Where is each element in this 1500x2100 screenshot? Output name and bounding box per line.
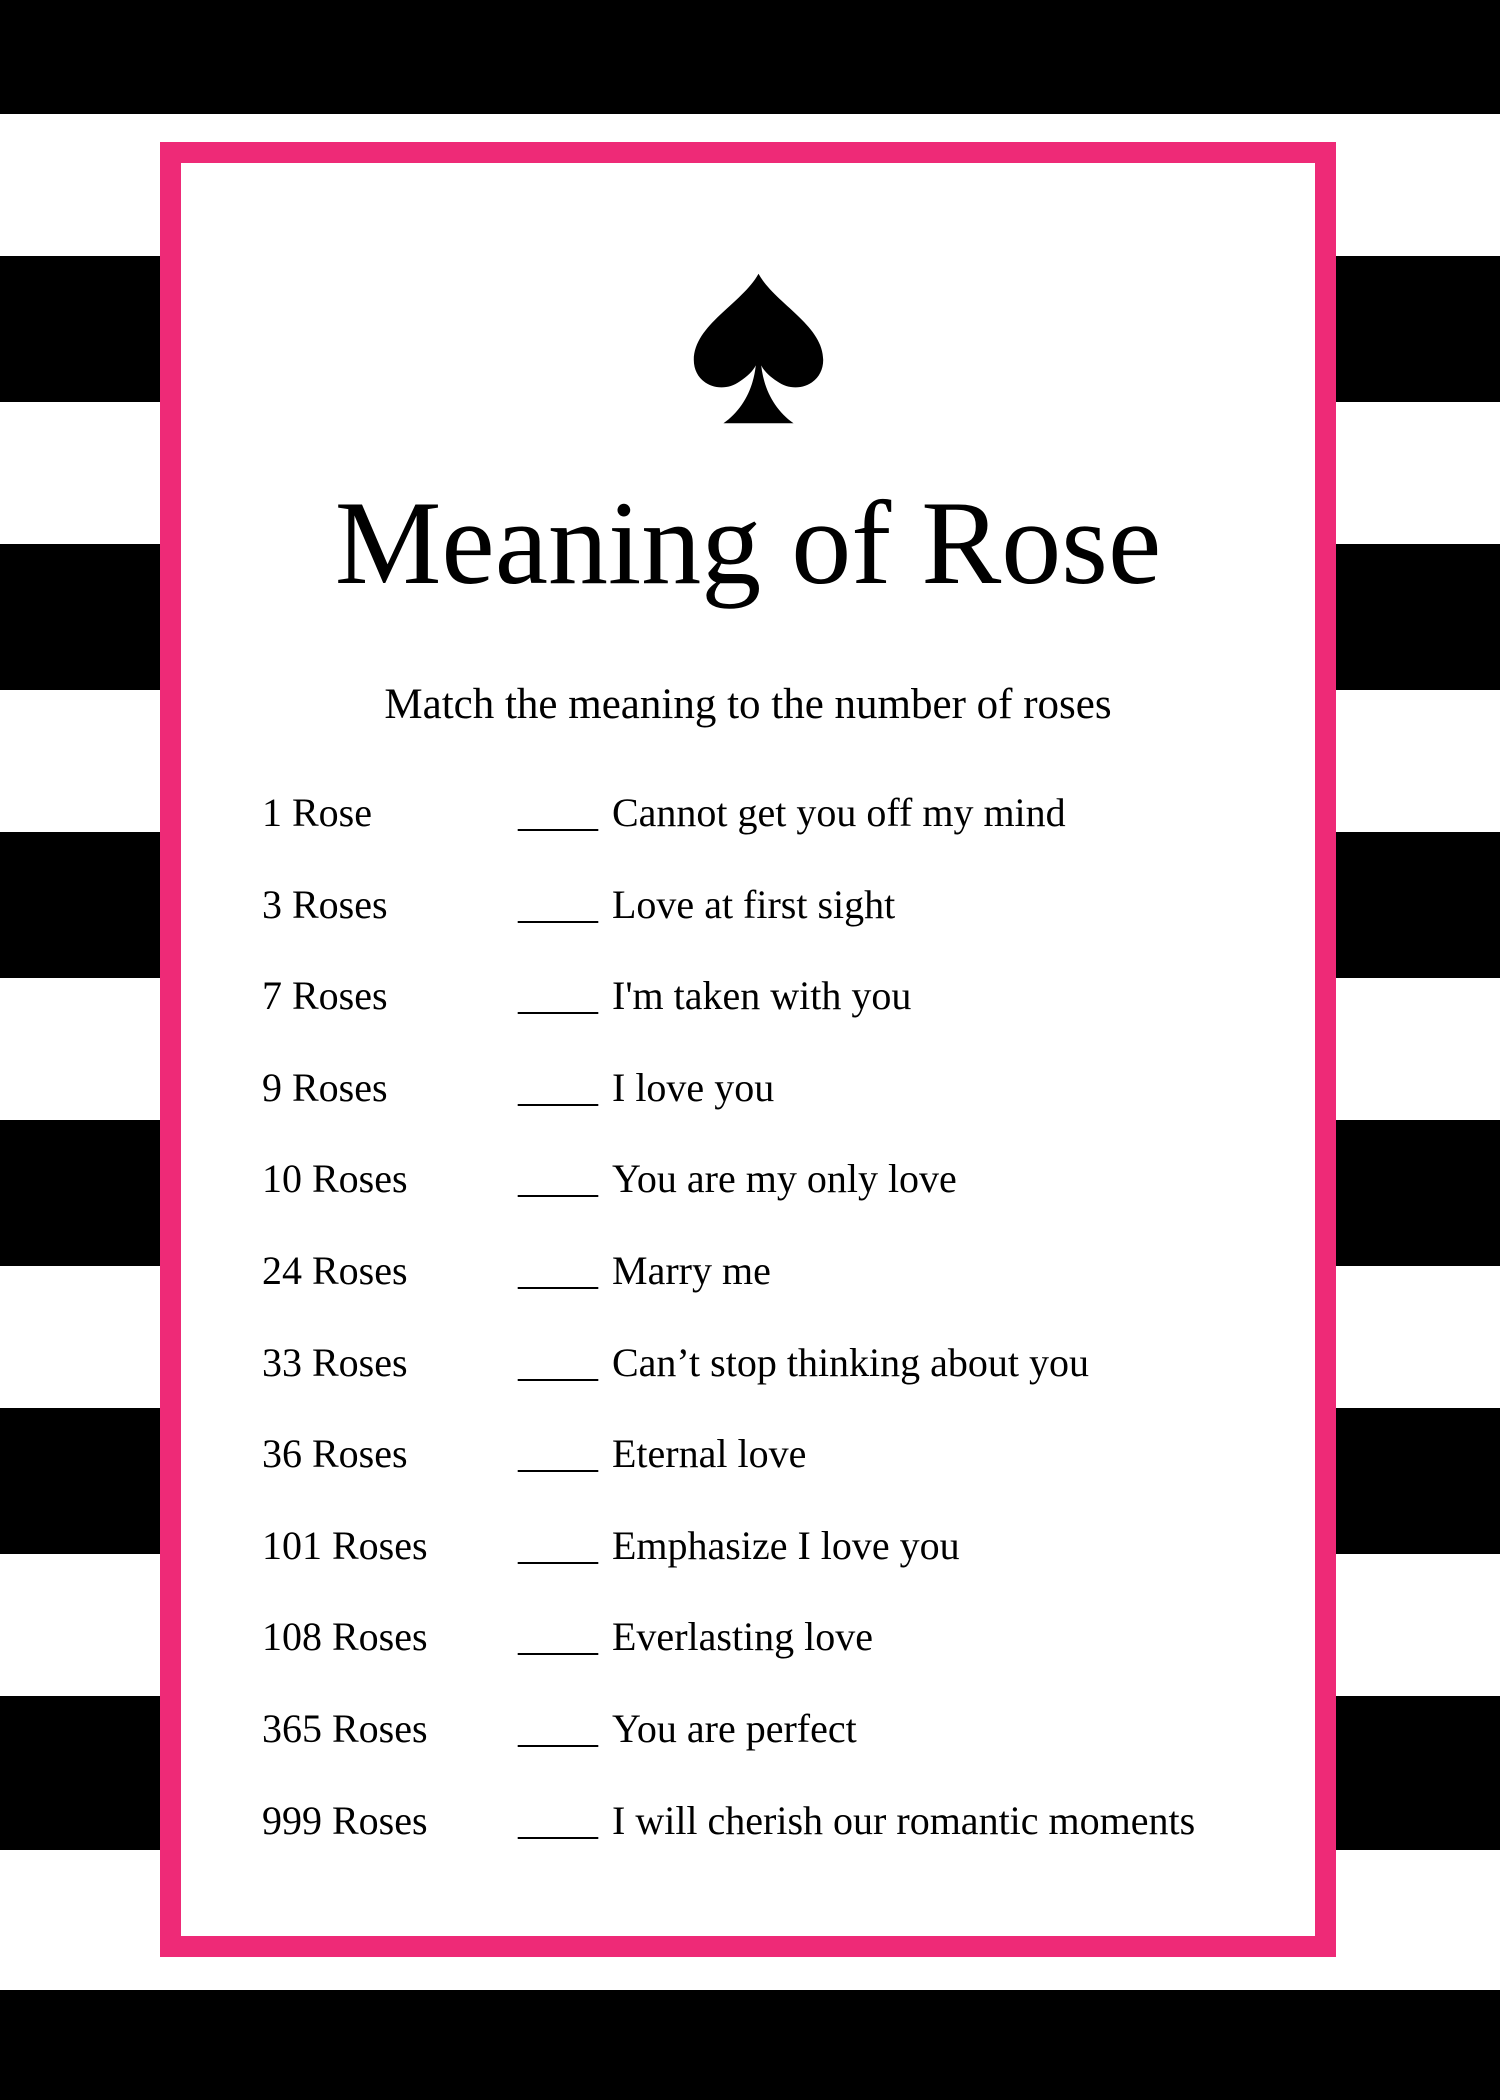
rose-count: 108 Roses bbox=[262, 1614, 428, 1660]
rose-meaning: Eternal love bbox=[612, 1431, 807, 1477]
answer-blank[interactable]: ____ bbox=[518, 1797, 598, 1843]
rose-meaning: You are perfect bbox=[612, 1706, 857, 1751]
match-row bbox=[181, 1516, 1315, 1576]
rose-count: 101 Roses bbox=[262, 1522, 428, 1568]
background-stripe bbox=[0, 1990, 1500, 2100]
answer-blank[interactable]: ____ bbox=[518, 1064, 598, 1110]
match-row bbox=[181, 1058, 1315, 1118]
background-stripe bbox=[0, 0, 1500, 114]
rose-count: 7 Roses bbox=[262, 973, 388, 1019]
rose-count: 24 Roses bbox=[262, 1248, 408, 1293]
match-row bbox=[181, 1791, 1315, 1851]
rose-meaning: Marry me bbox=[612, 1248, 771, 1293]
answer-blank[interactable]: ____ bbox=[518, 1156, 598, 1202]
rose-meaning: Everlasting love bbox=[612, 1614, 874, 1660]
rose-count: 9 Roses bbox=[262, 1064, 388, 1110]
rose-meaning: I will cherish our romantic moments bbox=[612, 1797, 1196, 1843]
match-row bbox=[181, 875, 1315, 935]
rose-meaning: Love at first sight bbox=[612, 881, 896, 927]
rose-meaning: Can’t stop thinking about you bbox=[612, 1339, 1090, 1385]
game-card bbox=[160, 142, 1336, 1957]
rose-meaning: Cannot get you off my mind bbox=[612, 790, 1066, 835]
page-title: Meaning of Rose bbox=[334, 476, 1162, 609]
rose-meaning: You are my only love bbox=[612, 1156, 957, 1202]
answer-blank[interactable]: ____ bbox=[518, 881, 598, 927]
match-row bbox=[181, 1607, 1315, 1667]
rose-count: 10 Roses bbox=[262, 1156, 408, 1202]
answer-blank[interactable]: ____ bbox=[518, 1339, 598, 1385]
match-row bbox=[181, 966, 1315, 1026]
spade-icon bbox=[691, 271, 826, 426]
rose-meaning: I'm taken with you bbox=[612, 973, 912, 1019]
rose-meaning: I love you bbox=[612, 1064, 775, 1110]
match-row bbox=[181, 1333, 1315, 1393]
match-row bbox=[181, 1424, 1315, 1484]
answer-blank[interactable]: ____ bbox=[518, 1431, 598, 1477]
rose-count: 1 Rose bbox=[262, 790, 372, 835]
rose-count: 365 Roses bbox=[262, 1706, 428, 1751]
match-row bbox=[181, 783, 1315, 843]
rose-count: 36 Roses bbox=[262, 1431, 408, 1477]
answer-blank[interactable]: ____ bbox=[518, 1706, 598, 1751]
rose-count: 3 Roses bbox=[262, 881, 388, 927]
rose-meaning: Emphasize I love you bbox=[612, 1522, 960, 1568]
match-row bbox=[181, 1149, 1315, 1209]
rose-count: 33 Roses bbox=[262, 1339, 408, 1385]
answer-blank[interactable]: ____ bbox=[518, 1614, 598, 1660]
answer-blank[interactable]: ____ bbox=[518, 973, 598, 1019]
answer-blank[interactable]: ____ bbox=[518, 790, 598, 835]
answer-blank[interactable]: ____ bbox=[518, 1248, 598, 1293]
answer-blank[interactable]: ____ bbox=[518, 1522, 598, 1568]
match-row bbox=[181, 1241, 1315, 1301]
rose-count: 999 Roses bbox=[262, 1797, 428, 1843]
instructions-subtitle: Match the meaning to the number of roses bbox=[384, 681, 1112, 728]
match-row bbox=[181, 1699, 1315, 1759]
